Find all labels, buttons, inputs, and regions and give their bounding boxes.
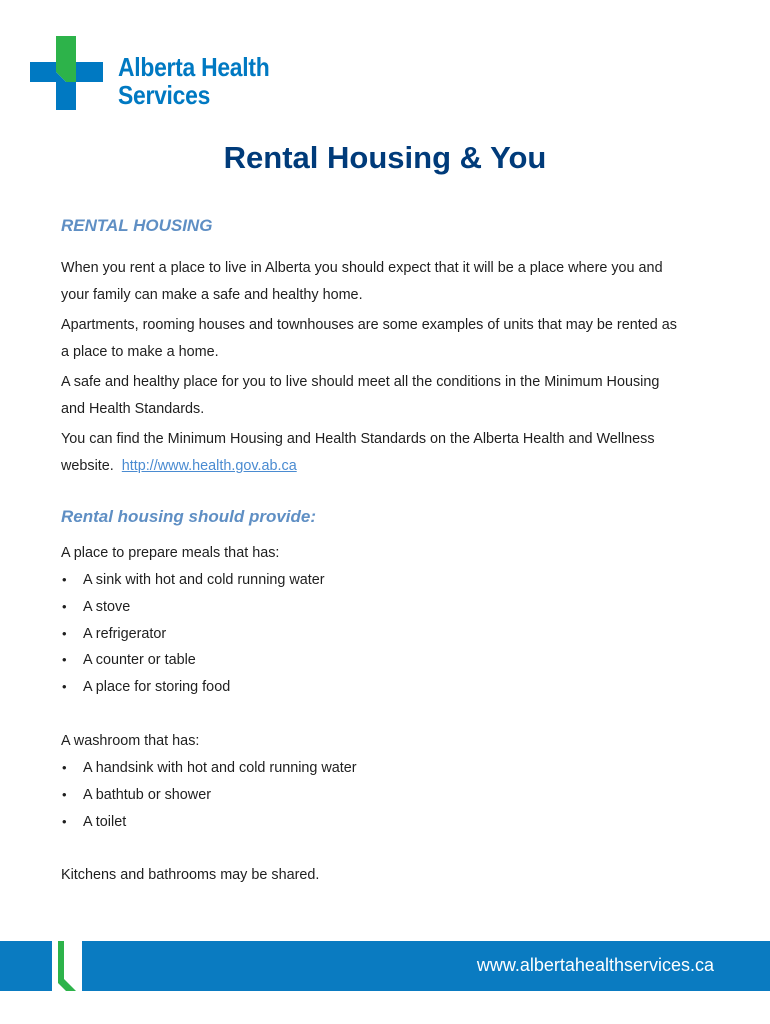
section-heading-rental-housing: RENTAL HOUSING xyxy=(61,216,213,235)
list-item-text: A handsink with hot and cold running water xyxy=(83,760,357,776)
kitchen-intro: A place to prepare meals that has: xyxy=(61,545,280,561)
page-title: Rental Housing & You xyxy=(223,140,547,175)
paragraph-expectation xyxy=(61,255,721,309)
paragraph-line: a place to make a home. xyxy=(61,344,219,360)
list-item xyxy=(61,674,325,701)
list-item-text: A sink with hot and cold running water xyxy=(83,572,325,588)
list-item xyxy=(61,755,357,782)
bullet-icon: • xyxy=(62,652,67,668)
list-item xyxy=(61,567,325,594)
section-heading-should-provide: Rental housing should provide: xyxy=(61,507,316,526)
footer-brand-mark-icon xyxy=(0,941,110,991)
ahs-cross-icon xyxy=(30,36,106,112)
brand-name-line1: Alberta Health xyxy=(118,52,270,82)
brand-name-line2: Services xyxy=(118,80,211,110)
list-item-text: A bathtub or shower xyxy=(83,786,211,803)
paragraph-standards xyxy=(61,369,721,423)
list-item-text: A refrigerator xyxy=(83,625,167,642)
paragraph-line: A safe and healthy place for you to live should meet all the conditions in the Minimum Housing xyxy=(61,374,660,390)
bullet-icon: • xyxy=(62,760,67,775)
list-item-text: A place for storing food xyxy=(83,679,231,696)
bullet-icon: • xyxy=(62,572,67,587)
footer-band xyxy=(0,941,770,991)
list-item xyxy=(61,647,325,674)
kitchen-list xyxy=(61,567,325,701)
bullet-icon: • xyxy=(62,598,67,614)
bullet-icon: • xyxy=(62,813,67,829)
paragraph-line: When you rent a place to live in Alberta you should expect that it will be a place where you and xyxy=(61,260,663,276)
brand-name xyxy=(118,53,269,109)
bullet-icon: • xyxy=(62,679,67,695)
paragraph-line: Apartments, rooming houses and townhouses are some examples of units that may be rented as xyxy=(61,317,677,333)
list-item xyxy=(61,594,325,621)
list-item-text: A counter or table xyxy=(83,652,196,669)
paragraph-line: and Health Standards. xyxy=(61,401,205,417)
list-item xyxy=(61,782,357,809)
shared-note: Kitchens and bathrooms may be shared. xyxy=(61,867,320,883)
health-website-link[interactable]: http://www.health.gov.ab.ca xyxy=(121,458,297,474)
washroom-list xyxy=(61,755,357,835)
paragraph-line xyxy=(61,453,721,480)
bullet-icon: • xyxy=(62,625,67,641)
list-item xyxy=(61,809,357,836)
paragraph-find-standards xyxy=(61,426,721,480)
footer-website[interactable]: www.albertahealthservices.ca xyxy=(476,955,714,975)
list-item xyxy=(61,621,325,648)
paragraph-line: You can find the Minimum Housing and Health Standards on the Alberta Health and Wellness xyxy=(61,431,655,447)
list-item-text: A toilet xyxy=(83,813,127,830)
washroom-intro: A washroom that has: xyxy=(61,733,200,749)
list-item-text: A stove xyxy=(83,598,131,615)
bullet-icon: • xyxy=(62,786,67,802)
paragraph-text: website. xyxy=(61,458,114,474)
paragraph-unit-types xyxy=(61,312,721,366)
paragraph-line: your family can make a safe and healthy home. xyxy=(61,287,363,303)
